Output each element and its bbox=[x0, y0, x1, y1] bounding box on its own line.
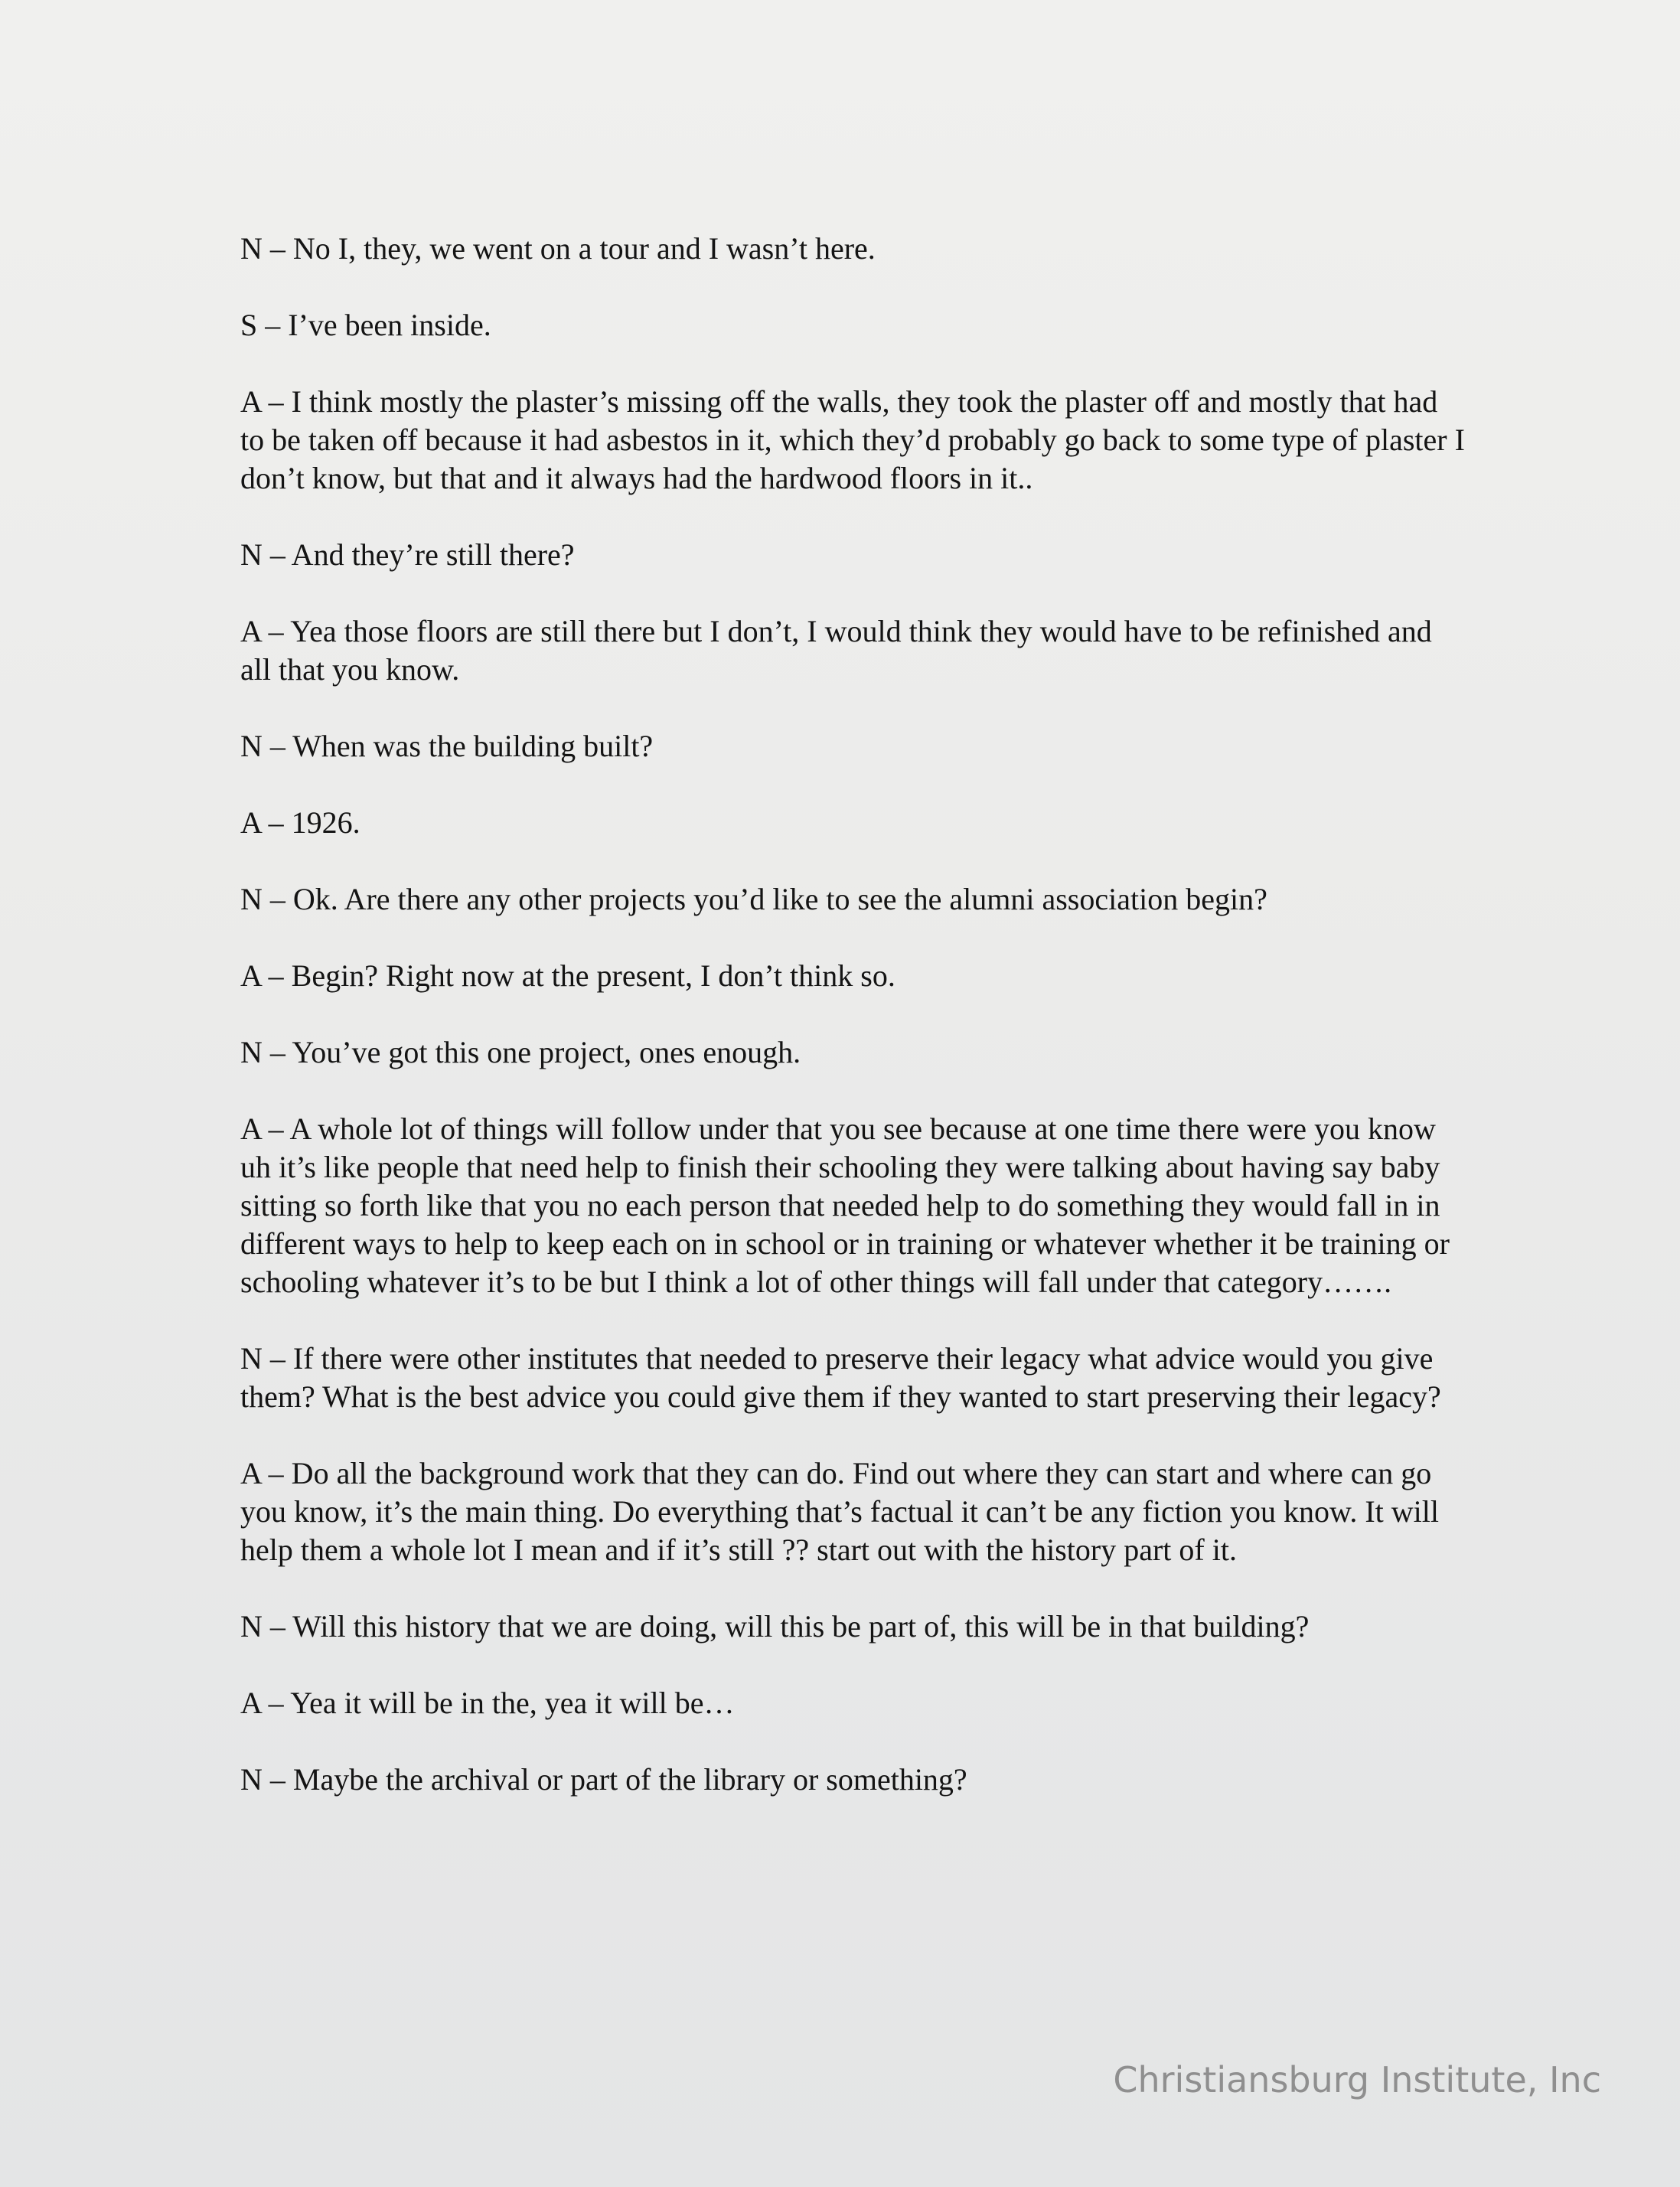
transcript-paragraph: A – Begin? Right now at the present, I don’t think so. bbox=[240, 958, 895, 993]
transcript-paragraph: N – Maybe the archival or part of the library or something? bbox=[240, 1762, 967, 1797]
transcript-paragraph: A – I think mostly the plaster’s missing off the walls, they took the plaster off and mostly that had to be taken off because it had asbestos in it, which they’d probably go back to some type of plaster I don’t know, but that and it always had the hardwood floors in it.. bbox=[240, 384, 1465, 495]
transcript-paragraph: A – 1926. bbox=[240, 805, 360, 840]
transcript-paragraph: N – When was the building built? bbox=[240, 729, 654, 763]
transcript-paragraph: N – You’ve got this one project, ones enough. bbox=[240, 1035, 801, 1069]
transcript-paragraph: N – Ok. Are there any other projects you’d like to see the alumni association begin? bbox=[240, 882, 1267, 916]
transcript-paragraph: A – Yea it will be in the, yea it will be… bbox=[240, 1686, 735, 1720]
watermark: Christiansburg Institute, Inc bbox=[1113, 2059, 1601, 2100]
transcript-paragraph: A – A whole lot of things will follow under that you see because at one time there were you know uh it’s like people that need help to finish their schooling they were talking about having say baby sitting so forth like that you no each person that needed help to do something they would fall in in different ways to help to keep each on in school or in training or whatever whether it be training or schooling whatever it’s to be but I think a lot of other things will fall under that category……. bbox=[240, 1111, 1450, 1299]
transcript-paragraph: A – Yea those floors are still there but I don’t, I would think they would have to be refinished and all that you know. bbox=[240, 614, 1432, 687]
transcript-paragraph: N – If there were other institutes that needed to preserve their legacy what advice would you give them? What is the best advice you could give them if they wanted to start preserving their legacy? bbox=[240, 1341, 1441, 1414]
transcript-paragraph: N – No I, they, we went on a tour and I wasn’t here. bbox=[240, 231, 876, 266]
interview-transcript bbox=[240, 230, 1465, 1837]
transcript-paragraph: S – I’ve been inside. bbox=[240, 308, 491, 342]
transcript-paragraph: N – Will this history that we are doing, will this be part of, this will be in that building? bbox=[240, 1609, 1310, 1644]
transcript-paragraph: A – Do all the background work that they can do. Find out where they can start and where can go you know, it’s the main thing. Do everything that’s factual it can’t be any fiction you know. It will help them a whole lot I mean and if it’s still ?? start out with the history part of it. bbox=[240, 1456, 1439, 1567]
transcript-paragraph: N – And they’re still there? bbox=[240, 537, 575, 572]
